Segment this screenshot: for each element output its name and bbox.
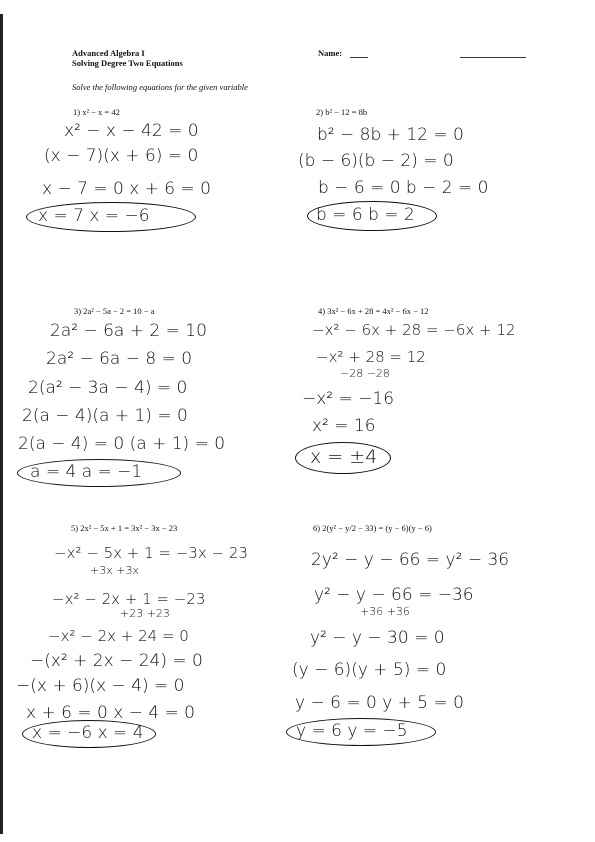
name-label: Name: <box>318 48 343 58</box>
work-line: 2a² − 6a + 2 = 10 <box>50 321 207 341</box>
work-line: x² = 16 <box>312 416 376 436</box>
work-line: b − 6 = 0 b − 2 = 0 <box>318 178 489 198</box>
problem-label: 5) 2x² − 5x + 1 = 3x² − 3x − 23 <box>71 523 178 533</box>
answer: x = 7 x = −6 <box>38 206 150 226</box>
work-line: −x² − 6x + 28 = −6x + 12 <box>312 321 516 339</box>
problem-label: 2) b² − 12 = 8b <box>316 107 368 117</box>
work-line: −x² + 28 = 12 <box>316 348 426 366</box>
work-line: 2y² − y − 66 = y² − 36 <box>311 550 510 570</box>
work-line: y² − y − 30 = 0 <box>310 628 445 648</box>
problem-label: 1) x² − x = 42 <box>73 107 120 117</box>
work-line: +36 +36 <box>360 605 410 618</box>
problem-label: 6) 2(y² − y/2 − 33) = (y − 6)(y − 6) <box>313 523 432 533</box>
work-line: −x² − 2x + 1 = −23 <box>52 590 206 608</box>
answer: x = −6 x = 4 <box>32 723 144 743</box>
name-blank <box>350 57 368 58</box>
name-line <box>460 57 526 58</box>
work-line: −28 −28 <box>340 367 390 380</box>
work-line: y² − y − 66 = −36 <box>314 585 474 605</box>
work-line: b² − 8b + 12 = 0 <box>317 125 464 145</box>
topic-title: Solving Degree Two Equations <box>72 58 183 68</box>
work-line: x + 6 = 0 x − 4 = 0 <box>26 703 195 723</box>
scan-edge <box>0 14 3 834</box>
work-line: −x² = −16 <box>302 389 395 409</box>
work-line: −(x² + 2x − 24) = 0 <box>30 651 203 671</box>
instructions: Solve the following equations for the given variable <box>72 82 248 92</box>
answer: x = ±4 <box>310 446 378 468</box>
answer: b = 6 b = 2 <box>316 205 415 225</box>
work-line: −x² − 5x + 1 = −3x − 23 <box>54 544 248 562</box>
work-line: (x − 7)(x + 6) = 0 <box>44 146 199 166</box>
work-line: −(x + 6)(x − 4) = 0 <box>16 676 185 696</box>
work-line: 2(a − 4) = 0 (a + 1) = 0 <box>18 434 226 454</box>
work-line: y − 6 = 0 y + 5 = 0 <box>295 693 464 713</box>
problem-label: 3) 2a² − 5a − 2 = 10 − a <box>74 306 155 316</box>
work-line: +23 +23 <box>120 607 170 620</box>
course-title: Advanced Algebra I <box>72 48 145 58</box>
work-line: −x² − 2x + 24 = 0 <box>48 627 189 645</box>
work-line: (y − 6)(y + 5) = 0 <box>292 660 447 680</box>
problem-label: 4) 3x² − 6x + 28 = 4x² − 6x − 12 <box>318 306 429 316</box>
work-line: 2(a² − 3a − 4) = 0 <box>28 378 188 398</box>
work-line: 2a² − 6a − 8 = 0 <box>46 349 193 369</box>
work-line: x − 7 = 0 x + 6 = 0 <box>42 179 211 199</box>
answer: a = 4 a = −1 <box>30 462 143 482</box>
work-line: +3x +3x <box>90 564 139 577</box>
work-line: 2(a − 4)(a + 1) = 0 <box>22 406 188 426</box>
work-line: (b − 6)(b − 2) = 0 <box>298 151 454 171</box>
answer: y = 6 y = −5 <box>296 721 408 741</box>
work-line: x² − x − 42 = 0 <box>64 121 199 141</box>
